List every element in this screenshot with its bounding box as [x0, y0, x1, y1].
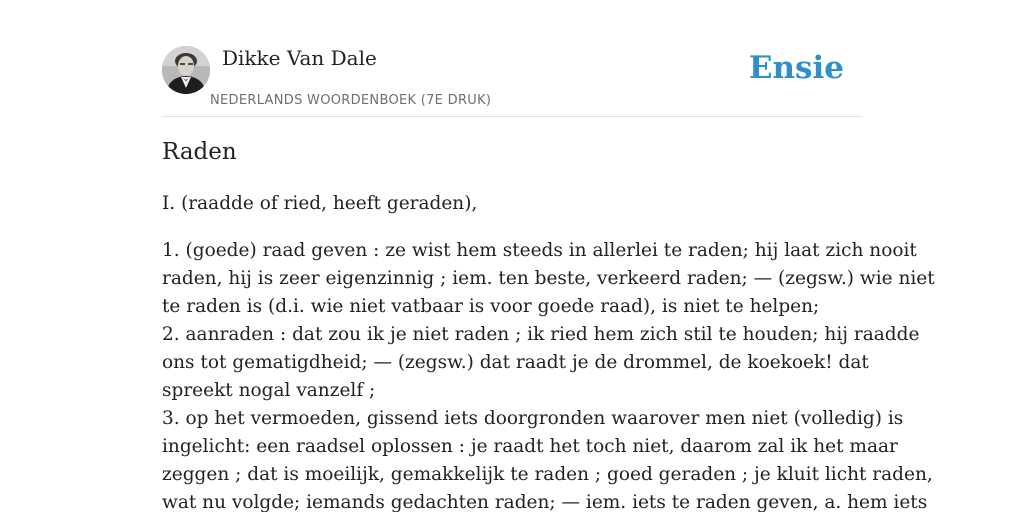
- definition-line: spreekt nogal vanzelf ;: [162, 380, 376, 401]
- author-name[interactable]: Dikke Van Dale: [222, 46, 377, 70]
- definition-line: wat nu volgde; iemands gedachten raden; — iem. iets te raden geven, a. hem iets: [162, 492, 928, 512]
- definition-line: 1. (goede) raad geven : ze wist hem steeds in allerlei te raden; hij laat zich nooit: [162, 240, 917, 261]
- definition-line: te raden is (d.i. wie niet vatbaar is voor goede raad), is niet te helpen;: [162, 296, 820, 317]
- definition-line: ons tot gematigdheid; — (zegsw.) dat raadt je de drommel, de koekoek! dat: [162, 352, 869, 373]
- source-label[interactable]: NEDERLANDS WOORDENBOEK (7E DRUK): [210, 93, 492, 108]
- portrait-image: [162, 46, 210, 94]
- entry-header: [162, 46, 862, 117]
- definition-line: raden, hij is zeer eigenzinnig ; iem. ten beste, verkeerd raden; — (zegsw.) wie niet: [162, 268, 935, 289]
- site-logo[interactable]: Ensie: [748, 50, 844, 86]
- entry-intro: I. (raadde of ried, heeft geraden),: [162, 193, 478, 214]
- entry-title: Raden: [162, 139, 237, 165]
- definition-line: 3. op het vermoeden, gissend iets doorgronden waarover men niet (volledig) is: [162, 408, 904, 429]
- entry-body: [162, 190, 935, 512]
- definition-line: zeggen ; dat is moeilijk, gemakkelijk te raden ; goed geraden ; je kluit licht raden,: [162, 464, 933, 485]
- author-avatar[interactable]: [162, 46, 210, 94]
- definition-line: 2. aanraden : dat zou ik je niet raden ; ik ried hem zich stil te houden; hij raadde: [162, 324, 920, 345]
- definition-line: ingelicht: een raadsel oplossen : je raadt het toch niet, daarom zal ik het maar: [162, 436, 898, 457]
